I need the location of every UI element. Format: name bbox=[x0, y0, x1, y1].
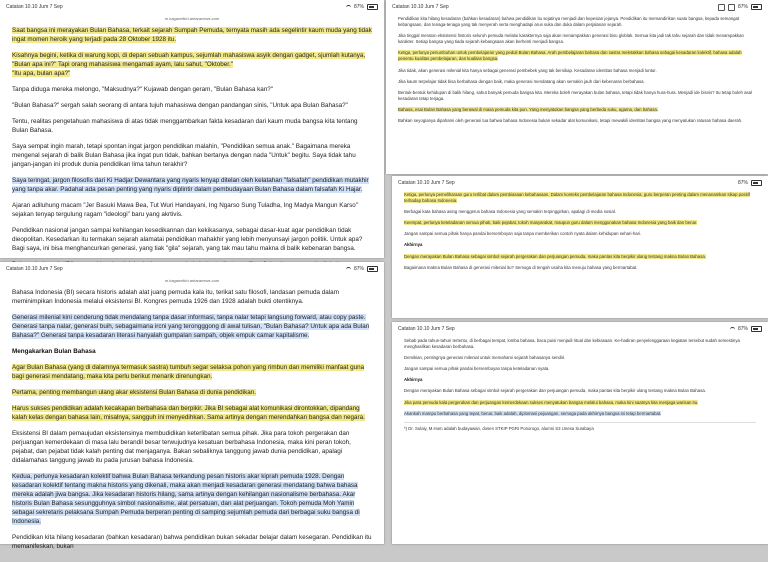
status-time: Catatan 10.10 Jum 7 Sep bbox=[6, 4, 63, 10]
wifi-icon bbox=[730, 327, 735, 332]
status-time: Catatan 10.10 Jum 7 Sep bbox=[6, 266, 63, 272]
paragraph: Jika para pemuda kala pergerakan dan perjuangan kemerdekaan sukses menyatukan bangsa melalui bahasa, maka kini saatnya kita menjaga warisan itu. bbox=[404, 399, 699, 405]
battery-icon bbox=[751, 180, 762, 186]
screenshot-bottom-right bbox=[392, 322, 768, 544]
battery-icon bbox=[367, 4, 378, 10]
screenshot-top-left bbox=[0, 0, 384, 258]
paragraph: Kedua, perlunya kesadaran kolektif bahwa Bulan Bahasa terkandung pesan historis akar kiprah pemuda 1928. Dengan kesadaran kolektif tentang makna historis yang dikenali, maka akan menjadi kesadaran generasi mendatang bahwa bahasa mereka adalah jiwa bangsa. Jika kesadaran historis hilang, sama artinya dengan kehilangan nasionalisme berbahasa. Akar historis Bulan Bahasa sesungguhnya simbol nasionalisme, alat persatuan, dan alat perjuangan. Tokoh pemuda Moh Yamin sebagai sekretaris pelaksana Sumpah Pemuda berperan penting di samping sejumlah pemuda dari berbagai suku bangsa di Indonesia. bbox=[12, 473, 360, 525]
url-bar[interactable] bbox=[0, 276, 384, 284]
paragraph: Pendidikan kita hilang kesadaran (bahkan kesadaran) bahwa pendidikan itu sejatinya menjadi dan kepesian jejanya. Pendidikan itu memandirikan suatu bangsa, kepada semangat kebangsaan, dan tenaga-tenaga yang tak menyerah serta menghadapi arus suka dan duka dalam perjalanan sejarah. bbox=[398, 16, 740, 28]
screenshot-bottom-left bbox=[0, 262, 384, 550]
paragraph: Agar Bulan Bahasa (yang di dalamnya termasuk sastra) tumbuh segar selaksa pohon yang rimbun dan memiliki manfaat guna bagi generasi mendatang, maka kita perlu berikut menarik direnungkan. bbox=[12, 364, 365, 380]
paragraph: Bahkan seyogianya dipahami oleh generasi tua bahwa bahasa Indonesia bukan sekadar alat komunikasi, tetapi mewakili identitas bangsa yang menyatukan ratusan bahasa daerah. bbox=[398, 118, 743, 124]
paragraph: Keempat, perlunya keteladanan semua pihak, baik pejabat, tokoh masyarakat, maupun guru dalam menggunakan bahasa Indonesia yang baik dan benar. bbox=[404, 220, 698, 226]
battery-icon bbox=[751, 4, 762, 10]
paragraph: Harus sukses pendidikan adalah kecakapan berbahasa dan berpikir. Jika BI sebagai alat komunikasi dirontokkan, dipandang kalah kelas dengan bahasa lain, misalnya, sangguh ini menyedihkan. Sama artinya dengan merendahkan bangsa dan negara. bbox=[12, 405, 365, 421]
paragraph: Dengan merayakan Bulan Bahasa sebagai simbol sejarah pergerakan dan perjuangan pemuda, maka pantas kita berpikir ulang tentang makna Bulan Bahasa. bbox=[404, 388, 706, 394]
wifi-icon bbox=[346, 267, 351, 272]
paragraph: Akankah mampu berbahasa yang tepat, benar, baik adalah, diplomasi pejuangan, semoga pada akhirnya bangsa ini tetap bermartabat. bbox=[404, 410, 662, 416]
paragraph: Saya sempat ingin marah, tetapi spontan ingat jargon pendidikan malahin, "Pendidikan semua anak." Bagaimana mereka mengenal sejarah di balik Bulan Bahasa jika ingat pun tidak, bahkan bertanya dengan nada "Untuk" begitu. Saya tidak tahu jangan-jangan ini produk dunia pendidikan lima tahun terakhir? bbox=[12, 143, 356, 168]
status-bar bbox=[392, 322, 768, 336]
battery-percent: 87% bbox=[737, 326, 748, 332]
status-bar bbox=[392, 176, 768, 190]
article-body bbox=[392, 336, 768, 439]
author-note: *) Dr. Sulaiy, M.Hum adalah budayawan, dosen STKIP PGRI Ponorogo, alumni S3 Unesa Surabaya bbox=[404, 425, 594, 431]
paragraph: Eksistensi BI dalam pemaujudan eksistensinya membudidikan keterlibatan semua pihak. Jika para tokoh pergerakan dan perjuangan kemerdekaan di masa lalu berandil besar terwujudnya kesatuan berbahasa Indonesia, maka kini peran tokoh, pejabat, dan pejabat tidak kalah penting dat menjaganya. Bakan sebaliknya tanggung jawab dunia pendidikan, apalagi didalamahas tanggung jawab itu pada jurusan bahasa Indonesia. bbox=[12, 430, 351, 464]
wifi-icon bbox=[346, 5, 351, 10]
article-body bbox=[0, 22, 384, 289]
status-time: Catatan 10.10 Jum 7 Sep bbox=[398, 180, 455, 186]
screenshot-middle-right bbox=[392, 176, 768, 318]
status-time: Catatan 10.10 Jum 7 Sep bbox=[398, 326, 455, 332]
battery-icon bbox=[751, 326, 762, 332]
paragraph: Berbagai kata bahasa asing menggerus bahasa Indonesia yang semakin terpinggirkan, apalagi di media sosial. bbox=[404, 209, 616, 215]
share-icon[interactable] bbox=[718, 4, 725, 11]
status-bar bbox=[0, 0, 384, 14]
battery-percent: 87% bbox=[737, 4, 748, 10]
paragraph: Bentuk-bentuk kehidupan di balik hilang, sahut banyak pemuda bangsa kita. Mereka boleh merayakan bulan bahasa, tetapi tidak hanya hura-hura. Menjadi ide bisnis? Itu tetap boleh asal kesadaran tetap terjaga. bbox=[398, 89, 753, 101]
paragraph: Generasi milenial kini cenderung tidak mendalang tanpa dasar informasi, tanpa nalar tetapi langsung forward, atau copy paste. Generasi tanpa nalar, generasi buih, sebagaimana ircni yang terongggong di awal tulisan, "Bulan Bahasa? Untuk apa ada Bulan Bahasa?" Generasi tanpa kesadaran literasi hanyalah gumpalan sampah, objek empuk camar kapitalisme. bbox=[12, 314, 370, 339]
article-body bbox=[0, 284, 384, 562]
paragraph: Demikian, pentingnya generasi milenial untuk memahami sejarah bahasanya sendiri. bbox=[404, 355, 566, 361]
paragraph: Tanpa diduga mereka melongo, "Maksudnya?" Kujawab dengan geram, "Bulan Bahasa kan?" bbox=[12, 86, 273, 93]
paragraph: Pendidikan kita hilang kesadaran (bahkan kesadaran) bahwa pendidikan bukan sekadar belajar dalam kesegaran. Pendidikan itu memanifeskan, bukan bbox=[12, 534, 372, 550]
article-body bbox=[392, 190, 768, 278]
paragraph: Pertama, penting membangun ulang akar eksistensi Bulan Bahasa di dunia pendidikan. bbox=[12, 389, 256, 396]
battery-percent: 87% bbox=[353, 266, 364, 272]
paragraph: Dengan merayakan Bulan Bahasa sebagai simbol sejarah pergerakan dan perjuangan pemuda, maka pantas kita berpikir ulang tentang makna Bulan Bahasa. bbox=[404, 253, 706, 259]
divider bbox=[404, 422, 756, 423]
article-body bbox=[386, 14, 768, 131]
paragraph: Jika kaum terpelajar tidak bisa berbahasa dengan baik, maka generasi mendatang akan semakin jauh dari kebenaran berbahasa. bbox=[398, 78, 645, 84]
status-bar bbox=[386, 0, 768, 14]
status-bar bbox=[0, 262, 384, 276]
paragraph: Saat bangsa ini merayakan Bulan Bahasa, terkait sejarah Sumpah Pemuda, ternyata masih ada segelintir kaum muda yang tidak ingat momen heroik yang terjadi pada 28 Oktober 1928 itu. bbox=[12, 27, 372, 43]
paragraph: "Bulan Bahasa?" sergah salah seorang di antara tujuh mahasiswa dengan pandangan sinis, "Untuk apa Bulan Bahasa?" bbox=[12, 102, 348, 109]
paragraph: Bagaimana makna Bulan Bahasa di generasi milenial itu? Semoga di tengah usaha kita menuju bahasa yang bermartabat. bbox=[404, 264, 638, 270]
paragraph: Bahasa, esai Bulan Bahasa yang berawal di masa pemuda kita pun. Yang menyatukan bangsa yang berbeda suku, agama, dan bahasa. bbox=[398, 106, 658, 112]
paragraph: Jika tinggal meraton eksistensi historis seluruh pemuda melalui karakternya saja akan menampakkan generasi bisu globlak. Semua kita jadi tak tahu sejarah dan tidak menampakkan karakter. Setiap bangsa yang tiada sejarah kebangsaan akan berhenti menjadi bangsa. bbox=[398, 33, 744, 45]
paragraph: Ajaran adiluhung macam "Jer Basuki Mawa Bea, Tut Wuri Handayani, Ing Ngarso Sung Tuladha, Ing Madya Mangun Karso" sejakan tenyap tergulung ragam "ideologi" baru yang akrtivis. bbox=[12, 202, 358, 218]
paragraph: Jika tidak, akan generasi milenial kita hanya sebagai generasi pembebek yang tak bersikap. Kesadaran identitas bahasa menjadi luntur. bbox=[398, 67, 657, 73]
battery-icon bbox=[367, 266, 378, 272]
url-bar[interactable] bbox=[0, 14, 384, 22]
bookmark-icon[interactable] bbox=[728, 4, 735, 11]
paragraph: Ketiga, perlunya penumbuhan untuk pembelajaran yang peduli Bulan Bahasa. Arah pembelajaran bahasa dan sastra meletakkan bahasa sebagai kesadaran kolektif, bahasa adalah penentu kualitas pembelajaran, dan kualitas bangsa. bbox=[398, 50, 742, 62]
paragraph: Tentu, realitas pengetahuan mahasiswa di atas tidak menggambarkan fakta kesadaran dari kaum muda bangsa kita tentang Bulan Bahasa. bbox=[12, 118, 358, 134]
url-text: m.kaganetkiri.antaranews.com bbox=[164, 15, 220, 21]
paragraph: Pendidikan nasional jangan sampai kehilangan kesedikannan dan kekikasanya, sebagai dasar-kuat agar pendidikan tidak dieopolitan. Kesedarkan itu termakan sejarah alamatai pendidikan mahakhir yang lebih menyunsayi jargon politik. Untuk apa? Bagi saya, ini bisa menghancurkan generasi, yang tiak "gila" sejarah, yang tak mau tahu makna di balik kebenaran bangsa. bbox=[12, 227, 363, 252]
url-text: m.kaganetkiri.antaranews.com bbox=[164, 277, 220, 283]
paragraph: Bahasa Indonesia (BI) secara historis adalah alat juang pemuda kala itu, terikat satu filosofi, landasan pemuda dalam meminimpikan Indonesia melalui eksistensi BI. Kongres pemuda 1926 dan 1928 adalah bukti otentiknya. bbox=[12, 289, 339, 305]
status-time: Catatan 10.10 Jum 7 Sep bbox=[392, 4, 449, 10]
paragraph: Jangan sampai semua pihak hanya pandai bersemboyan saja tanpa memberikan contoh nyata dalam kehidupan sehari-hari. bbox=[404, 231, 642, 237]
section-title: Akhirnya bbox=[404, 242, 423, 248]
paragraph: Jangan sampai semua pihak pandai bersemboyan tanpa keteladanan nyata. bbox=[404, 366, 550, 372]
section-title: Akhirnya bbox=[404, 377, 423, 383]
paragraph: Kisahnya begini, ketika di warung kopi, di depan sebuah kampus, sejumlah mahasiswa asyik dengan gadget, sjumlah kutanya, "Bulan apa ini?" Tapi orang mahasiswa mengamati ayam, lalu sahut, "Oktober." "Itu apa, bulan apa?" bbox=[12, 52, 366, 77]
paragraph: Ketiga, perlunya pemeliharaan guru terlibat dalam pembiasaan kebahasaan. Dalam konteks pembelajaran bahasa Indonesia, guru berperan penting dalam menanamkan sikap positif terhadap bahasa Indonesia. bbox=[404, 192, 750, 204]
paragraph: Saya teringat, jargon filosofis dari Ki Hadjar Dewantara yang nyaris lenyap ditelan oleh kelatahan "falsafah" pendidikan mutakhir yang tanpa akar. Padahal ada pesan penting yang nyaris diplintir dalam pembudayaan Bulan Bahasa dalam falsafah Ki Hajar. bbox=[12, 177, 369, 193]
battery-percent: 87% bbox=[353, 4, 364, 10]
paragraph: Sebab pada tahun-tahun tertentu, di berbagai tempat, lomba bahasa, baca puisi menjadi ritual dan kebiasaan. Ke-hadiran penyelenggaraan kegiatan tersebut sudah semestinya menghasilkan kesadaran berbahasa. bbox=[404, 338, 740, 350]
section-title: Mengakarkan Bulan Bahasa bbox=[12, 348, 96, 355]
battery-percent: 87% bbox=[737, 180, 748, 186]
screenshot-top-right bbox=[386, 0, 768, 174]
